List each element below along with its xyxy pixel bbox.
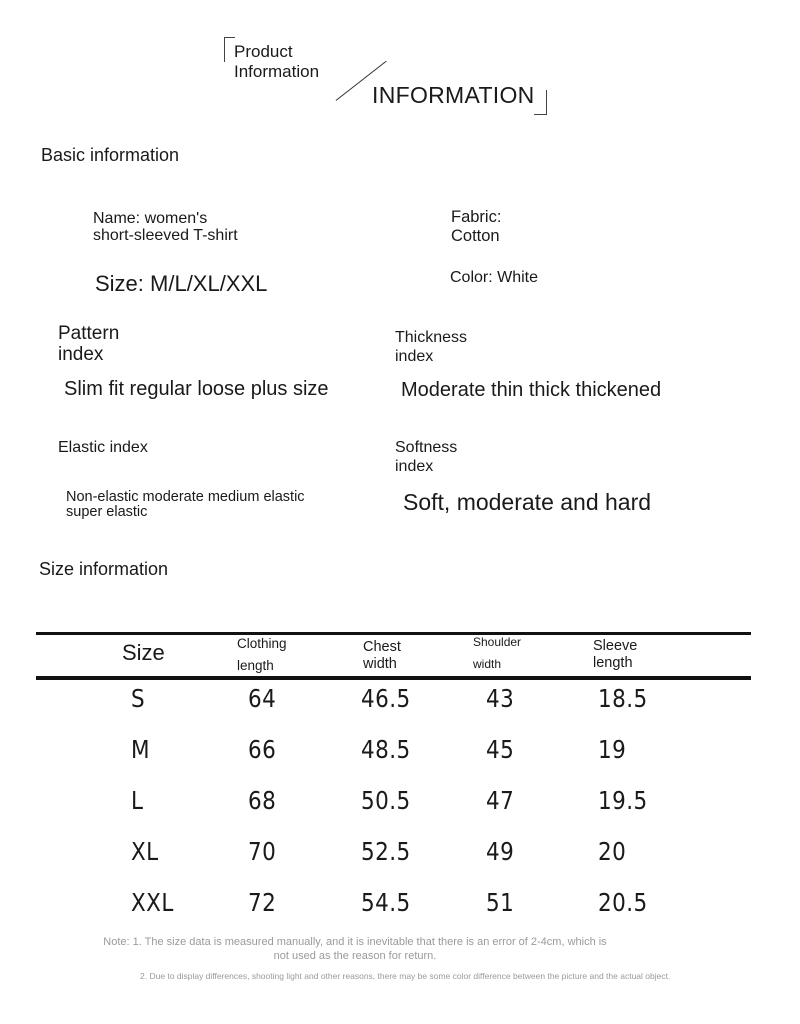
size-row-s-chest-width: 46.5: [361, 684, 411, 713]
size-row-xxl-shoulder-width: 51: [486, 888, 515, 917]
size-row-xl-shoulder-width: 49: [486, 837, 515, 866]
pattern-index-label: Pattern index: [58, 323, 120, 365]
size-note-1: Note: 1. The size data is measured manually, and it is inevitable that there is an error of 2-4cm, which is not used as the reason for return.: [103, 936, 607, 962]
size-row-m-shoulder-width: 45: [486, 735, 515, 764]
size-row-l-size: L: [131, 786, 144, 815]
size-row-xl-clothing-length: 70: [248, 837, 277, 866]
size-row-l-shoulder-width: 47: [486, 786, 515, 815]
size-row-s-shoulder-width: 43: [486, 684, 515, 713]
size-table-header-shoulder-width: Shoulder width: [473, 635, 522, 671]
header-bracket-bottom-right: [534, 90, 547, 115]
size-row-xl-size: XL: [131, 837, 159, 866]
basic-information-title: Basic information: [41, 145, 180, 165]
product-size: Size: M/L/XL/XXL: [95, 271, 268, 296]
size-row-m-clothing-length: 66: [248, 735, 277, 764]
size-row-xxl-sleeve-length: 20.5: [598, 888, 648, 917]
thickness-index-label: Thickness index: [395, 329, 468, 365]
size-row-s-size: S: [131, 684, 146, 713]
size-row-m-chest-width: 48.5: [361, 735, 411, 764]
size-row-s-clothing-length: 64: [248, 684, 277, 713]
elastic-index-label: Elastic index: [58, 439, 148, 456]
header-product-information: Product Information: [234, 42, 320, 81]
size-row-l-sleeve-length: 19.5: [598, 786, 648, 815]
size-table-top-rule: [36, 632, 751, 635]
pattern-index-value: Slim fit regular loose plus size: [64, 378, 329, 400]
size-row-xxl-size: XXL: [131, 888, 174, 917]
elastic-index-value: Non-elastic moderate medium elastic super elastic: [66, 489, 305, 520]
size-row-s-sleeve-length: 18.5: [598, 684, 648, 713]
size-note-2: 2. Due to display differences, shooting light and other reasons, there may be some color difference between the picture and the actual object.: [140, 971, 671, 981]
size-row-l-chest-width: 50.5: [361, 786, 411, 815]
product-color: Color: White: [450, 269, 539, 286]
size-row-xl-sleeve-length: 20: [598, 837, 627, 866]
size-table-header-size: Size: [122, 640, 165, 665]
softness-index-value: Soft, moderate and hard: [403, 489, 652, 515]
size-information-title: Size information: [39, 559, 169, 579]
size-row-m-size: M: [131, 735, 150, 764]
header-information-title: INFORMATION: [372, 82, 535, 108]
size-row-xl-chest-width: 52.5: [361, 837, 411, 866]
size-row-l-clothing-length: 68: [248, 786, 277, 815]
product-name: Name: women's short-sleeved T-shirt: [93, 210, 238, 244]
product-fabric: Fabric: Cotton: [451, 208, 502, 245]
size-row-xxl-clothing-length: 72: [248, 888, 277, 917]
size-table-header-chest-width: Chest width: [363, 639, 401, 672]
size-table-header-sleeve-length: Sleeve length: [593, 638, 638, 671]
size-row-m-sleeve-length: 19: [598, 735, 627, 764]
thickness-index-value: Moderate thin thick thickened: [401, 379, 662, 401]
size-table-header-rule: [36, 676, 751, 680]
size-table-header-clothing-length: Clothing length: [237, 636, 287, 673]
softness-index-label: Softness index: [395, 439, 458, 475]
size-row-xxl-chest-width: 54.5: [361, 888, 411, 917]
